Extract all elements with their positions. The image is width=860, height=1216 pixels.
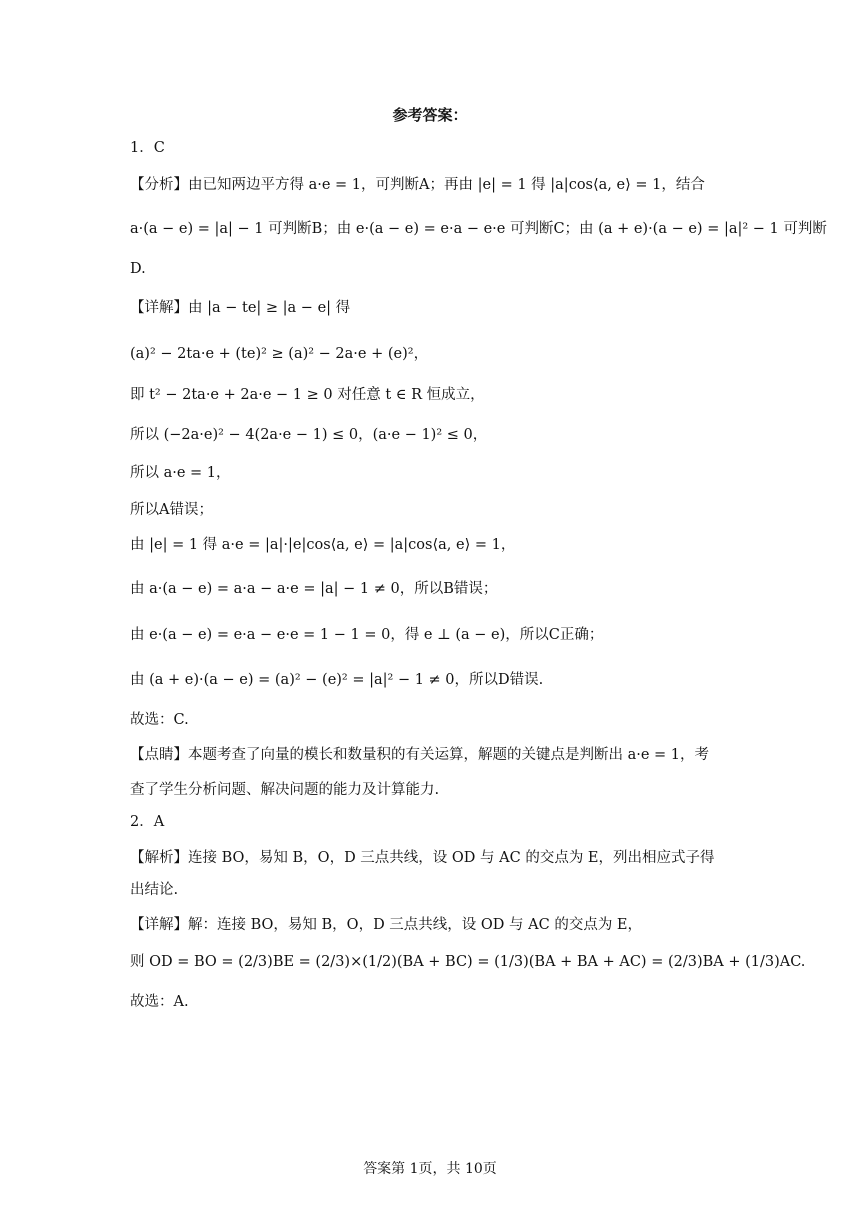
remark-line-1: 【点睛】本题考查了向量的模长和数量积的有关运算，解题的关键点是判断出 a·e = 1，考 (130, 747, 710, 763)
remark-line-2: 查了学生分析问题、解决问题的能力及计算能力. (130, 782, 440, 798)
detail-line-10: 由 (a + e)·(a − e) = (a)² − (e)² = |a|² − 1 ≠ 0，所以D错误. (130, 672, 544, 688)
analysis-line-2: a·(a − e) = |a| − 1 可判断B；由 e·(a − e) = e·a − e·e 可判断C；由 (a + e)·(a − e) = |a|² − 1 可判断 (130, 221, 827, 237)
detail-line-7: 由 |e| = 1 得 a·e = |a|·|e|cos⟨a, e⟩ = |a|cos⟨a, e⟩ = 1， (130, 537, 516, 553)
detail-line-6: 所以A错误； (130, 502, 213, 518)
page-title: 参考答案： (392, 106, 468, 124)
detail-line-8: 由 a·(a − e) = a·a − a·e = |a| − 1 ≠ 0，所以B错误； (130, 581, 498, 597)
question-2-answer: 2．A (130, 814, 165, 830)
detail-2-line-2: 则 OD = BO = (2/3)BE = (2/3)×(1/2)(BA + BC) = (1/3)(BA + BA + AC) = (2/3)BA + (1/3)AC. (130, 954, 806, 970)
detail-line-2: (a)² − 2ta·e + (te)² ≥ (a)² − 2a·e + (e)²， (130, 346, 429, 362)
conclusion-2: 故选：A. (130, 994, 189, 1010)
question-1-answer: 1．C (130, 140, 165, 156)
analysis-line-1: 【分析】由已知两边平方得 a·e = 1，可判断A；再由 |e| = 1 得 |a|cos⟨a, e⟩ = 1，结合 (130, 177, 705, 193)
conclusion-1: 故选：C. (130, 712, 189, 728)
solution-line-2: 出结论. (130, 882, 179, 898)
page-footer: 答案第 1页，共 10页 (363, 1161, 497, 1177)
detail-line-1: 【详解】由 |a − te| ≥ |a − e| 得 (130, 300, 351, 316)
detail-line-5: 所以 a·e = 1， (130, 465, 231, 481)
detail-line-3: 即 t² − 2ta·e + 2a·e − 1 ≥ 0 对任意 t ∈ R 恒成立， (130, 387, 485, 403)
detail-2-line-1: 【详解】解：连接 BO，易知 B，O，D 三点共线，设 OD 与 AC 的交点为 E， (130, 917, 643, 933)
detail-line-9: 由 e·(a − e) = e·a − e·e = 1 − 1 = 0，得 e ⊥ (a − e)，所以C正确； (130, 627, 604, 643)
analysis-line-3: D. (130, 261, 146, 277)
detail-line-4: 所以 (−2a·e)² − 4(2a·e − 1) ≤ 0，(a·e − 1)² ≤ 0， (130, 427, 488, 443)
solution-line-1: 【解析】连接 BO，易知 B，O，D 三点共线，设 OD 与 AC 的交点为 E，列出相应式子得 (130, 850, 715, 866)
